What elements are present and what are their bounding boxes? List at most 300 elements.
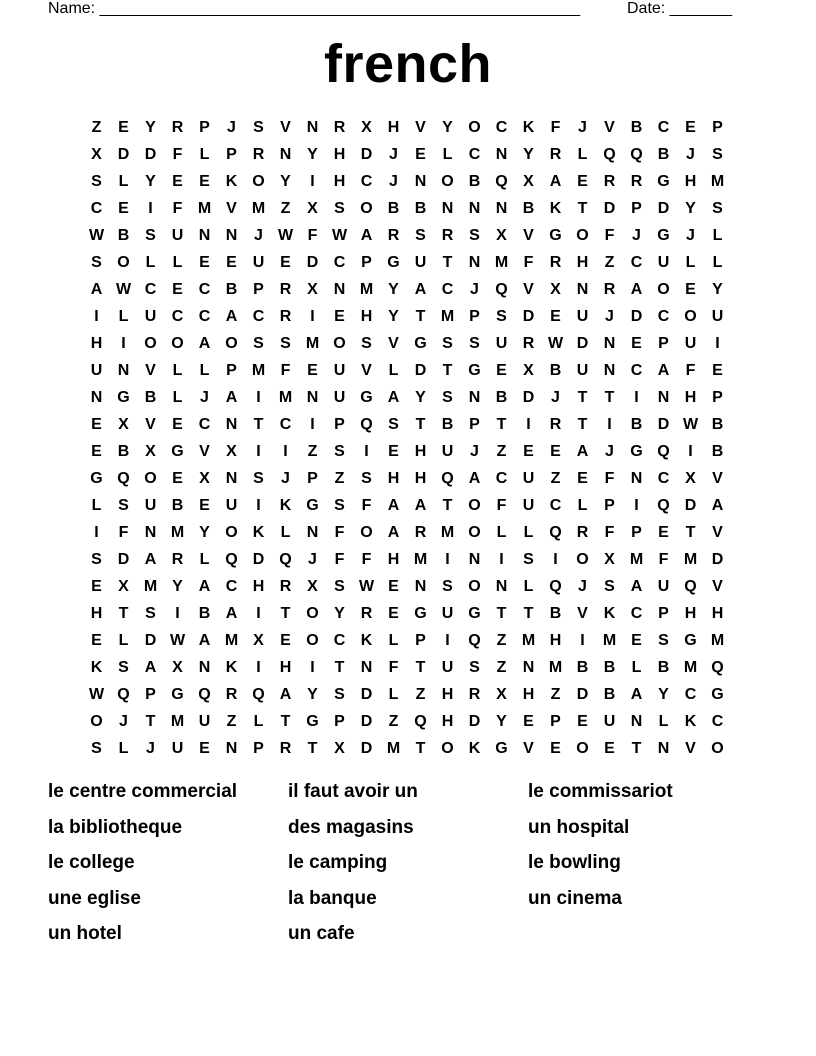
grid-letter[interactable]: M xyxy=(440,307,455,325)
grid-letter[interactable]: Q xyxy=(468,631,481,649)
grid-letter[interactable]: M xyxy=(197,199,212,217)
grid-letter[interactable]: K xyxy=(549,199,562,217)
grid-letter[interactable]: H xyxy=(549,631,562,649)
grid-letter[interactable]: R xyxy=(576,523,589,541)
grid-letter[interactable]: S xyxy=(388,415,399,433)
grid-letter[interactable]: P xyxy=(604,496,615,514)
grid-letter[interactable]: F xyxy=(550,118,561,136)
grid-letter[interactable]: N xyxy=(495,145,508,163)
grid-letter[interactable]: E xyxy=(658,523,669,541)
grid-letter[interactable]: Q xyxy=(360,415,373,433)
grid-letter[interactable]: C xyxy=(144,280,157,298)
grid-letter[interactable]: N xyxy=(630,712,643,730)
grid-letter[interactable]: C xyxy=(468,145,481,163)
grid-letter[interactable]: U xyxy=(333,361,346,379)
grid-letter[interactable]: E xyxy=(307,361,318,379)
grid-letter[interactable]: F xyxy=(172,199,183,217)
grid-letter[interactable]: G xyxy=(711,685,724,703)
grid-letter[interactable]: E xyxy=(172,469,183,487)
grid-letter[interactable]: E xyxy=(226,253,237,271)
grid-letter[interactable]: E xyxy=(388,604,399,622)
grid-letter[interactable]: B xyxy=(711,415,724,433)
grid-letter[interactable]: A xyxy=(468,469,481,487)
grid-letter[interactable]: Q xyxy=(711,658,724,676)
grid-letter[interactable]: Q xyxy=(252,685,265,703)
grid-letter[interactable]: Y xyxy=(442,118,453,136)
grid-letter[interactable]: N xyxy=(225,226,238,244)
grid-letter[interactable]: R xyxy=(549,145,562,163)
grid-letter[interactable]: T xyxy=(685,523,696,541)
grid-letter[interactable]: R xyxy=(279,739,292,757)
grid-letter[interactable]: C xyxy=(657,307,670,325)
grid-letter[interactable]: T xyxy=(334,658,345,676)
grid-letter[interactable]: B xyxy=(657,658,670,676)
grid-letter[interactable]: J xyxy=(686,145,695,163)
grid-letter[interactable]: Z xyxy=(388,712,399,730)
grid-letter[interactable]: G xyxy=(495,739,508,757)
grid-letter[interactable]: R xyxy=(468,685,481,703)
grid-letter[interactable]: H xyxy=(522,685,535,703)
grid-letter[interactable]: M xyxy=(224,631,239,649)
grid-letter[interactable]: B xyxy=(117,442,130,460)
grid-letter[interactable]: S xyxy=(145,226,156,244)
grid-letter[interactable]: I xyxy=(688,442,693,460)
grid-letter[interactable]: N xyxy=(576,280,589,298)
grid-letter[interactable]: E xyxy=(199,739,210,757)
grid-letter[interactable]: A xyxy=(144,550,157,568)
grid-letter[interactable]: P xyxy=(334,712,345,730)
grid-letter[interactable]: S xyxy=(658,631,669,649)
grid-letter[interactable]: W xyxy=(682,415,699,433)
grid-letter[interactable]: L xyxy=(118,739,129,757)
grid-letter[interactable]: L xyxy=(685,253,696,271)
grid-letter[interactable]: N xyxy=(657,739,670,757)
grid-letter[interactable]: D xyxy=(657,199,670,217)
grid-letter[interactable]: B xyxy=(495,388,508,406)
grid-letter[interactable]: Z xyxy=(334,469,345,487)
grid-letter[interactable]: S xyxy=(91,739,102,757)
grid-letter[interactable]: M xyxy=(494,253,509,271)
grid-letter[interactable]: W xyxy=(88,685,105,703)
grid-letter[interactable]: X xyxy=(307,280,318,298)
grid-letter[interactable]: S xyxy=(469,226,480,244)
grid-letter[interactable]: H xyxy=(441,685,454,703)
grid-letter[interactable]: I xyxy=(715,334,720,352)
grid-letter[interactable]: P xyxy=(712,118,723,136)
grid-letter[interactable]: O xyxy=(252,172,265,190)
grid-letter[interactable]: O xyxy=(576,739,589,757)
grid-letter[interactable]: K xyxy=(225,172,238,190)
grid-letter[interactable]: O xyxy=(90,712,103,730)
grid-letter[interactable]: S xyxy=(712,145,723,163)
grid-letter[interactable]: J xyxy=(227,118,236,136)
grid-letter[interactable]: F xyxy=(658,550,669,568)
grid-letter[interactable]: N xyxy=(225,415,238,433)
grid-letter[interactable]: U xyxy=(576,307,589,325)
grid-letter[interactable]: Q xyxy=(225,550,238,568)
grid-letter[interactable]: A xyxy=(387,523,400,541)
grid-letter[interactable]: R xyxy=(360,604,373,622)
grid-letter[interactable]: P xyxy=(145,685,156,703)
grid-letter[interactable]: L xyxy=(388,361,399,379)
grid-letter[interactable]: V xyxy=(280,118,291,136)
grid-letter[interactable]: R xyxy=(279,577,292,595)
grid-letter[interactable]: X xyxy=(334,739,345,757)
grid-letter[interactable]: C xyxy=(198,415,211,433)
grid-letter[interactable]: J xyxy=(470,280,479,298)
grid-letter[interactable]: D xyxy=(414,361,427,379)
grid-letter[interactable]: B xyxy=(414,199,427,217)
grid-letter[interactable]: Q xyxy=(279,550,292,568)
grid-letter[interactable]: L xyxy=(523,523,534,541)
grid-letter[interactable]: L xyxy=(118,172,129,190)
grid-letter[interactable]: N xyxy=(468,388,481,406)
grid-letter[interactable]: E xyxy=(91,442,102,460)
grid-letter[interactable]: E xyxy=(199,496,210,514)
grid-letter[interactable]: X xyxy=(496,685,507,703)
grid-letter[interactable]: V xyxy=(523,739,534,757)
grid-letter[interactable]: T xyxy=(442,361,453,379)
grid-letter[interactable]: M xyxy=(683,550,698,568)
grid-letter[interactable]: N xyxy=(657,388,670,406)
grid-letter[interactable]: Q xyxy=(495,280,508,298)
grid-letter[interactable]: E xyxy=(118,118,129,136)
grid-letter[interactable]: I xyxy=(94,523,99,541)
grid-letter[interactable]: R xyxy=(225,685,238,703)
grid-letter[interactable]: K xyxy=(603,604,616,622)
grid-letter[interactable]: M xyxy=(683,658,698,676)
grid-letter[interactable]: V xyxy=(712,523,723,541)
grid-letter[interactable]: P xyxy=(550,712,561,730)
grid-letter[interactable]: I xyxy=(553,550,558,568)
grid-letter[interactable]: X xyxy=(523,361,534,379)
grid-letter[interactable]: A xyxy=(711,496,724,514)
grid-letter[interactable]: T xyxy=(145,712,156,730)
grid-letter[interactable]: R xyxy=(549,415,562,433)
grid-letter[interactable]: H xyxy=(684,388,697,406)
grid-letter[interactable]: X xyxy=(118,577,129,595)
grid-letter[interactable]: B xyxy=(171,496,184,514)
grid-letter[interactable]: I xyxy=(283,442,288,460)
grid-letter[interactable]: A xyxy=(225,307,238,325)
grid-letter[interactable]: Z xyxy=(550,469,561,487)
grid-letter[interactable]: C xyxy=(279,415,292,433)
grid-letter[interactable]: I xyxy=(364,442,369,460)
grid-letter[interactable]: S xyxy=(334,577,345,595)
grid-letter[interactable]: P xyxy=(469,307,480,325)
grid-letter[interactable]: S xyxy=(253,334,264,352)
grid-letter[interactable]: K xyxy=(252,523,265,541)
grid-letter[interactable]: N xyxy=(603,334,616,352)
grid-letter[interactable]: O xyxy=(684,307,697,325)
grid-letter[interactable]: A xyxy=(630,577,643,595)
grid-letter[interactable]: E xyxy=(712,361,723,379)
grid-letter[interactable]: R xyxy=(279,280,292,298)
grid-letter[interactable]: Q xyxy=(684,577,697,595)
grid-letter[interactable]: D xyxy=(360,712,373,730)
grid-letter[interactable]: N xyxy=(468,550,481,568)
grid-letter[interactable]: S xyxy=(442,334,453,352)
grid-letter[interactable]: I xyxy=(256,496,261,514)
grid-letter[interactable]: Z xyxy=(280,199,291,217)
grid-letter[interactable]: M xyxy=(359,280,374,298)
grid-letter[interactable]: N xyxy=(198,658,211,676)
grid-letter[interactable]: J xyxy=(632,226,641,244)
grid-letter[interactable]: O xyxy=(333,334,346,352)
grid-letter[interactable]: G xyxy=(306,496,319,514)
grid-letter[interactable]: N xyxy=(495,199,508,217)
grid-letter[interactable]: E xyxy=(577,712,588,730)
grid-letter[interactable]: Y xyxy=(523,145,534,163)
grid-letter[interactable]: S xyxy=(442,388,453,406)
grid-letter[interactable]: Q xyxy=(117,469,130,487)
grid-letter[interactable]: E xyxy=(550,307,561,325)
grid-letter[interactable]: N xyxy=(333,280,346,298)
grid-letter[interactable]: U xyxy=(171,739,184,757)
grid-letter[interactable]: E xyxy=(388,577,399,595)
grid-letter[interactable]: I xyxy=(256,658,261,676)
grid-letter[interactable]: B xyxy=(198,604,211,622)
grid-letter[interactable]: E xyxy=(91,415,102,433)
grid-letter[interactable]: N xyxy=(468,199,481,217)
grid-letter[interactable]: J xyxy=(389,145,398,163)
grid-letter[interactable]: L xyxy=(172,361,183,379)
grid-letter[interactable]: U xyxy=(711,307,724,325)
grid-letter[interactable]: S xyxy=(712,199,723,217)
grid-letter[interactable]: R xyxy=(603,280,616,298)
grid-letter[interactable]: F xyxy=(685,361,696,379)
grid-letter[interactable]: X xyxy=(550,280,561,298)
grid-letter[interactable]: A xyxy=(549,172,562,190)
grid-letter[interactable]: M xyxy=(629,550,644,568)
grid-letter[interactable]: F xyxy=(604,469,615,487)
grid-letter[interactable]: J xyxy=(578,118,587,136)
grid-letter[interactable]: F xyxy=(496,496,507,514)
grid-letter[interactable]: Y xyxy=(172,577,183,595)
grid-letter[interactable]: V xyxy=(604,118,615,136)
grid-letter[interactable]: D xyxy=(657,415,670,433)
grid-letter[interactable]: X xyxy=(361,118,372,136)
grid-letter[interactable]: L xyxy=(523,577,534,595)
grid-letter[interactable]: L xyxy=(199,550,210,568)
grid-letter[interactable]: A xyxy=(198,631,211,649)
grid-letter[interactable]: P xyxy=(415,631,426,649)
grid-letter[interactable]: L xyxy=(631,658,642,676)
grid-letter[interactable]: L xyxy=(118,307,129,325)
grid-letter[interactable]: S xyxy=(415,226,426,244)
grid-letter[interactable]: H xyxy=(684,604,697,622)
grid-letter[interactable]: M xyxy=(710,631,725,649)
grid-letter[interactable]: B xyxy=(387,199,400,217)
grid-letter[interactable]: P xyxy=(658,604,669,622)
grid-letter[interactable]: U xyxy=(522,496,535,514)
grid-letter[interactable]: P xyxy=(631,199,642,217)
grid-letter[interactable]: S xyxy=(91,172,102,190)
grid-letter[interactable]: U xyxy=(441,658,454,676)
grid-letter[interactable]: V xyxy=(226,199,237,217)
grid-letter[interactable]: N xyxy=(468,253,481,271)
grid-letter[interactable]: P xyxy=(334,415,345,433)
grid-letter[interactable]: E xyxy=(118,199,129,217)
grid-letter[interactable]: D xyxy=(360,739,373,757)
grid-letter[interactable]: M xyxy=(548,658,563,676)
grid-letter[interactable]: Q xyxy=(549,577,562,595)
grid-letter[interactable]: D xyxy=(117,550,130,568)
grid-letter[interactable]: X xyxy=(307,577,318,595)
grid-letter[interactable]: C xyxy=(333,253,346,271)
grid-letter[interactable]: R xyxy=(387,226,400,244)
grid-letter[interactable]: E xyxy=(496,361,507,379)
grid-letter[interactable]: Y xyxy=(712,280,723,298)
grid-letter[interactable]: P xyxy=(226,361,237,379)
grid-letter[interactable]: G xyxy=(414,334,427,352)
grid-letter[interactable]: U xyxy=(657,577,670,595)
grid-letter[interactable]: U xyxy=(441,604,454,622)
grid-letter[interactable]: A xyxy=(387,388,400,406)
grid-letter[interactable]: D xyxy=(144,631,157,649)
grid-letter[interactable]: X xyxy=(199,469,210,487)
grid-letter[interactable]: A xyxy=(279,685,292,703)
grid-letter[interactable]: S xyxy=(91,253,102,271)
grid-letter[interactable]: X xyxy=(145,442,156,460)
grid-letter[interactable]: P xyxy=(631,523,642,541)
grid-letter[interactable]: A xyxy=(414,280,427,298)
grid-letter[interactable]: U xyxy=(576,361,589,379)
grid-letter[interactable]: B xyxy=(603,658,616,676)
grid-letter[interactable]: D xyxy=(711,550,724,568)
grid-letter[interactable]: S xyxy=(280,334,291,352)
grid-letter[interactable]: T xyxy=(442,496,453,514)
grid-letter[interactable]: J xyxy=(281,469,290,487)
grid-letter[interactable]: K xyxy=(468,739,481,757)
grid-letter[interactable]: C xyxy=(495,469,508,487)
grid-letter[interactable]: H xyxy=(333,172,346,190)
grid-letter[interactable]: C xyxy=(198,280,211,298)
grid-letter[interactable]: L xyxy=(712,226,723,244)
grid-letter[interactable]: K xyxy=(522,118,535,136)
grid-letter[interactable]: N xyxy=(414,577,427,595)
grid-letter[interactable]: N xyxy=(90,388,103,406)
grid-letter[interactable]: B xyxy=(549,604,562,622)
grid-letter[interactable]: E xyxy=(577,469,588,487)
grid-letter[interactable]: Q xyxy=(657,442,670,460)
grid-letter[interactable]: N xyxy=(360,658,373,676)
grid-letter[interactable]: G xyxy=(414,604,427,622)
grid-letter[interactable]: V xyxy=(577,604,588,622)
grid-letter[interactable]: R xyxy=(252,145,265,163)
grid-letter[interactable]: A xyxy=(90,280,103,298)
grid-letter[interactable]: T xyxy=(577,388,588,406)
grid-letter[interactable]: E xyxy=(280,253,291,271)
grid-letter[interactable]: J xyxy=(200,388,209,406)
grid-letter[interactable]: R xyxy=(333,118,346,136)
grid-letter[interactable]: V xyxy=(523,226,534,244)
grid-letter[interactable]: E xyxy=(577,172,588,190)
grid-letter[interactable]: F xyxy=(388,658,399,676)
grid-letter[interactable]: D xyxy=(576,685,589,703)
grid-letter[interactable]: S xyxy=(91,550,102,568)
grid-letter[interactable]: D xyxy=(252,550,265,568)
grid-letter[interactable]: B xyxy=(711,442,724,460)
grid-letter[interactable]: F xyxy=(604,523,615,541)
grid-letter[interactable]: C xyxy=(252,307,265,325)
grid-letter[interactable]: E xyxy=(172,280,183,298)
grid-letter[interactable]: Y xyxy=(388,280,399,298)
grid-letter[interactable]: H xyxy=(360,307,373,325)
grid-letter[interactable]: O xyxy=(306,604,319,622)
grid-letter[interactable]: S xyxy=(334,199,345,217)
grid-letter[interactable]: Y xyxy=(334,604,345,622)
grid-letter[interactable]: I xyxy=(310,172,315,190)
grid-letter[interactable]: M xyxy=(305,334,320,352)
grid-letter[interactable]: P xyxy=(469,415,480,433)
grid-letter[interactable]: O xyxy=(306,631,319,649)
grid-letter[interactable]: L xyxy=(577,145,588,163)
grid-letter[interactable]: W xyxy=(277,226,294,244)
grid-letter[interactable]: B xyxy=(576,658,589,676)
grid-letter[interactable]: V xyxy=(388,334,399,352)
grid-letter[interactable]: P xyxy=(307,469,318,487)
grid-letter[interactable]: T xyxy=(415,415,426,433)
grid-letter[interactable]: S xyxy=(334,442,345,460)
grid-letter[interactable]: V xyxy=(415,118,426,136)
grid-letter[interactable]: F xyxy=(172,145,183,163)
grid-letter[interactable]: Y xyxy=(307,685,318,703)
grid-letter[interactable]: W xyxy=(115,280,132,298)
grid-letter[interactable]: A xyxy=(657,361,670,379)
grid-letter[interactable]: U xyxy=(441,442,454,460)
grid-letter[interactable]: I xyxy=(634,496,639,514)
grid-letter[interactable]: N xyxy=(306,118,319,136)
grid-letter[interactable]: G xyxy=(306,712,319,730)
grid-letter[interactable]: L xyxy=(388,685,399,703)
grid-letter[interactable]: D xyxy=(522,388,535,406)
grid-letter[interactable]: Y xyxy=(145,118,156,136)
grid-letter[interactable]: U xyxy=(522,469,535,487)
grid-letter[interactable]: M xyxy=(440,523,455,541)
grid-letter[interactable]: T xyxy=(442,253,453,271)
grid-letter[interactable]: B xyxy=(630,118,643,136)
grid-letter[interactable]: E xyxy=(631,334,642,352)
grid-letter[interactable]: L xyxy=(199,361,210,379)
grid-letter[interactable]: S xyxy=(118,496,129,514)
grid-letter[interactable]: E xyxy=(550,442,561,460)
grid-letter[interactable]: X xyxy=(604,550,615,568)
grid-letter[interactable]: Y xyxy=(658,685,669,703)
grid-letter[interactable]: A xyxy=(198,334,211,352)
grid-letter[interactable]: L xyxy=(253,712,264,730)
grid-letter[interactable]: W xyxy=(169,631,186,649)
grid-letter[interactable]: O xyxy=(441,172,454,190)
grid-letter[interactable]: F xyxy=(604,226,615,244)
grid-letter[interactable]: P xyxy=(199,118,210,136)
grid-letter[interactable]: E xyxy=(523,442,534,460)
grid-letter[interactable]: Q xyxy=(117,685,130,703)
grid-letter[interactable]: S xyxy=(361,469,372,487)
grid-letter[interactable]: B xyxy=(225,280,238,298)
grid-letter[interactable]: E xyxy=(550,739,561,757)
grid-letter[interactable]: K xyxy=(225,658,238,676)
grid-letter[interactable]: K xyxy=(279,496,292,514)
grid-letter[interactable]: X xyxy=(91,145,102,163)
grid-letter[interactable]: O xyxy=(657,280,670,298)
grid-letter[interactable]: C xyxy=(225,577,238,595)
grid-letter[interactable]: U xyxy=(144,496,157,514)
grid-letter[interactable]: C xyxy=(333,631,346,649)
grid-letter[interactable]: G xyxy=(171,442,184,460)
grid-letter[interactable]: H xyxy=(711,604,724,622)
grid-letter[interactable]: E xyxy=(280,631,291,649)
